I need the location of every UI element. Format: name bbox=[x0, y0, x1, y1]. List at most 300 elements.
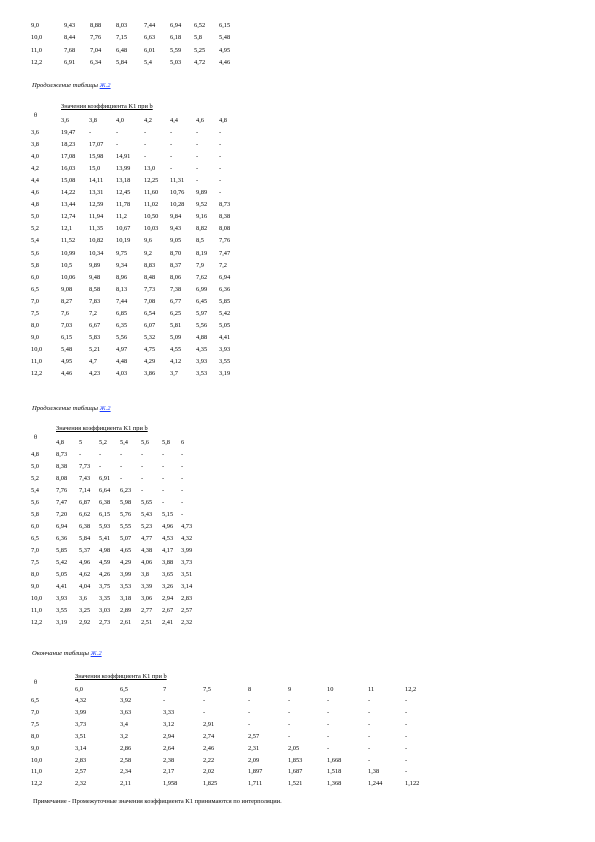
table-cell: 4,97 bbox=[116, 345, 128, 353]
table-cell: 10,34 bbox=[89, 249, 104, 257]
table-cell: 3,99 bbox=[120, 571, 132, 578]
table-cell: 6,48 bbox=[116, 46, 128, 54]
table-cell: 18,23 bbox=[61, 141, 76, 149]
table-cell: 13,0 bbox=[144, 165, 156, 173]
row-theta-value: 3,8 bbox=[31, 141, 39, 149]
table-cell: 5,37 bbox=[79, 547, 91, 554]
table-cell: 3,12 bbox=[163, 720, 175, 728]
table-cell: 3,39 bbox=[141, 583, 153, 590]
table-cell: - bbox=[162, 451, 165, 458]
table-header-text: Значения коэффициента K1 при b bbox=[61, 103, 153, 110]
table-cell: 2,32 bbox=[75, 780, 87, 788]
table-cell: 5,42 bbox=[219, 309, 231, 317]
row-theta-value: 7,0 bbox=[31, 297, 39, 305]
table-cell: 1,668 bbox=[327, 756, 342, 764]
table-cell: 4,26 bbox=[99, 571, 111, 578]
table-cell: - bbox=[196, 129, 199, 136]
table-cell: - bbox=[170, 141, 173, 149]
table-cell: 3,86 bbox=[144, 370, 156, 377]
table-cell: 7,2 bbox=[219, 261, 227, 269]
table-cell: 3,63 bbox=[120, 708, 132, 716]
table-cell: 5,84 bbox=[116, 58, 128, 66]
column-header-b: 3,8 bbox=[89, 117, 97, 124]
table-cell: 6,94 bbox=[219, 273, 231, 281]
table-cell: 2,41 bbox=[162, 619, 174, 626]
table-cell: 10,50 bbox=[144, 213, 159, 221]
column-header-b: 5,8 bbox=[162, 439, 170, 446]
table-cell: 6,54 bbox=[144, 309, 156, 317]
table-cell: - bbox=[163, 697, 166, 704]
table-cell: 1,711 bbox=[248, 780, 263, 788]
table-cell: - bbox=[405, 768, 408, 776]
table-cell: 5,84 bbox=[79, 535, 91, 542]
table-cell: - bbox=[120, 451, 123, 458]
table-cell: 4,46 bbox=[61, 370, 73, 377]
table-cell: 1,825 bbox=[203, 780, 218, 788]
row-theta-value: 10,0 bbox=[31, 345, 43, 353]
table-cell: 2,83 bbox=[75, 756, 87, 764]
row-theta-value: 7,0 bbox=[31, 708, 39, 716]
table-cell: 1,122 bbox=[405, 780, 420, 788]
table-cell: 7,38 bbox=[170, 285, 182, 293]
table-cell: 4,03 bbox=[116, 370, 128, 377]
table-cell: 4,75 bbox=[144, 345, 156, 353]
table-cell: 4,04 bbox=[79, 583, 91, 590]
table-cell: 10,28 bbox=[170, 201, 185, 209]
table-cell: 6,35 bbox=[116, 321, 128, 329]
column-header-b: 3,6 bbox=[61, 117, 69, 124]
row-theta-value: 8,0 bbox=[31, 732, 39, 740]
caption-text: Продолжение таблицы bbox=[32, 405, 100, 412]
table-cell: - bbox=[99, 451, 102, 458]
row-theta-value: 7,0 bbox=[31, 547, 39, 554]
table-cell: 13,99 bbox=[116, 165, 131, 173]
table-cell: - bbox=[248, 708, 251, 716]
table-cell: - bbox=[144, 129, 147, 136]
row-theta-value: 5,8 bbox=[31, 261, 39, 269]
column-header-b: 6 bbox=[181, 439, 185, 446]
table-cell: 2,38 bbox=[163, 756, 175, 764]
table-cell: 2,94 bbox=[163, 732, 175, 740]
table-cell: - bbox=[116, 129, 119, 136]
row-theta-value: 6,5 bbox=[31, 697, 39, 704]
table-cell: - bbox=[368, 756, 371, 764]
table-cell: 8,13 bbox=[116, 285, 128, 293]
table-cell: 4,53 bbox=[162, 535, 174, 542]
table-cell: 8,83 bbox=[144, 261, 156, 269]
table-cell: 4,06 bbox=[141, 559, 153, 566]
table-cell: 12,25 bbox=[144, 177, 159, 185]
table-cell: 9,05 bbox=[170, 237, 182, 245]
row-theta-value: 6,0 bbox=[31, 523, 39, 530]
table-cell: 7,04 bbox=[90, 46, 102, 54]
row-theta-value: 4,8 bbox=[31, 451, 39, 458]
row-theta-value: 5,4 bbox=[31, 237, 39, 245]
table-cell: 9,48 bbox=[89, 273, 101, 281]
table-cell: 9,89 bbox=[89, 261, 101, 269]
row-theta-value: 10,0 bbox=[31, 756, 43, 764]
table-cell: - bbox=[219, 165, 222, 173]
table-cell: - bbox=[368, 697, 371, 704]
table-cell: 8,82 bbox=[196, 225, 208, 233]
table-cell: 3,19 bbox=[219, 370, 231, 377]
row-theta-value: 9,0 bbox=[31, 744, 39, 752]
table-cell: 5,97 bbox=[196, 309, 208, 317]
row-theta-value: 6,0 bbox=[31, 273, 39, 281]
table-cell: 3,35 bbox=[99, 595, 111, 602]
table-cell: 9,84 bbox=[170, 213, 182, 221]
table-cell: 1,853 bbox=[288, 756, 303, 764]
table-cell: - bbox=[405, 708, 408, 716]
table-cell: 9,43 bbox=[170, 225, 182, 233]
table-cell: 6,15 bbox=[219, 22, 231, 29]
table-cell: - bbox=[405, 697, 408, 704]
table-cell: 2,09 bbox=[248, 756, 260, 764]
table-cell: - bbox=[196, 165, 199, 173]
table-cell: 3,8 bbox=[141, 571, 149, 578]
table-reference-link[interactable]: Ж.2 bbox=[90, 650, 102, 657]
table-cell: 3,6 bbox=[79, 595, 87, 602]
row-theta-value: 4,2 bbox=[31, 165, 39, 173]
table-cell: - bbox=[288, 732, 291, 740]
table-cell: 8,06 bbox=[170, 273, 182, 281]
table-cell: 6,94 bbox=[170, 22, 182, 29]
table-cell: 5,25 bbox=[194, 46, 206, 54]
table-cell: - bbox=[99, 463, 102, 470]
table-cell: - bbox=[120, 463, 123, 470]
table-cell: - bbox=[203, 708, 206, 716]
table-cell: - bbox=[141, 487, 144, 494]
table-cell: 7,15 bbox=[116, 34, 128, 42]
column-header-b: 4,8 bbox=[219, 117, 227, 124]
table-cell: - bbox=[181, 463, 184, 470]
row-theta-value: 5,8 bbox=[31, 511, 39, 518]
table-cell: 3,53 bbox=[196, 370, 208, 377]
table-cell: 3,73 bbox=[181, 559, 193, 566]
table-cell: - bbox=[219, 189, 222, 197]
table-cell: 6,99 bbox=[196, 285, 208, 293]
table-cell: 2,73 bbox=[99, 619, 111, 626]
table-cell: 6,91 bbox=[64, 58, 76, 66]
table-cell: - bbox=[405, 756, 408, 764]
column-header-b: 4,4 bbox=[170, 117, 178, 124]
table-cell: 10,67 bbox=[116, 225, 131, 233]
table-cell: 12,1 bbox=[61, 225, 73, 233]
table-cell: 15,98 bbox=[89, 153, 104, 161]
caption-continuation-2 bbox=[32, 405, 111, 412]
table-cell: 8,73 bbox=[219, 201, 231, 209]
table-cell: 7,73 bbox=[144, 285, 156, 293]
table-cell: 5,05 bbox=[219, 321, 231, 329]
table-cell: 4,17 bbox=[162, 547, 174, 554]
table-cell: 4,41 bbox=[219, 333, 231, 341]
row-theta-value: 5,2 bbox=[31, 475, 39, 482]
table-cell: 8,96 bbox=[116, 273, 128, 281]
row-theta-value: 11,0 bbox=[31, 768, 42, 776]
table-cell: 6,91 bbox=[99, 475, 111, 482]
row-theta-value: 6,5 bbox=[31, 285, 39, 293]
table-cell: 8,37 bbox=[170, 261, 182, 269]
column-header-b: 6,0 bbox=[75, 686, 83, 693]
table-cell: 1,518 bbox=[327, 768, 342, 776]
table-cell: 1,244 bbox=[368, 780, 383, 788]
table-cell: 7,62 bbox=[196, 273, 208, 281]
table-cell: 7,08 bbox=[144, 297, 156, 305]
table-cell: 2,02 bbox=[203, 768, 215, 776]
table-cell: 14,11 bbox=[89, 177, 104, 185]
table-cell: - bbox=[181, 475, 184, 482]
table-cell: 4,65 bbox=[120, 547, 132, 554]
table-cell: - bbox=[219, 177, 222, 185]
table-cell: 4,73 bbox=[181, 523, 193, 530]
table-cell: 5,23 bbox=[141, 523, 153, 530]
table-cell: 3,65 bbox=[162, 571, 174, 578]
table-cell: - bbox=[170, 153, 173, 161]
table-cell: 4,96 bbox=[162, 523, 174, 530]
table-cell: 10,82 bbox=[89, 237, 104, 245]
row-theta-value: 10,0 bbox=[31, 34, 43, 42]
table-cell: 1,368 bbox=[327, 780, 342, 788]
table-cell: 11,60 bbox=[144, 189, 159, 197]
table-cell: 6,36 bbox=[219, 285, 231, 293]
table-cell: 3,18 bbox=[120, 595, 132, 602]
column-header-b: 10 bbox=[327, 686, 334, 693]
table-cell: - bbox=[368, 708, 371, 716]
table-cell: 4,55 bbox=[170, 345, 182, 353]
table-cell: 14,22 bbox=[61, 189, 76, 197]
table-cell: 8,44 bbox=[64, 34, 76, 42]
table-cell: 6,07 bbox=[144, 321, 156, 329]
row-theta-value: 7,5 bbox=[31, 309, 39, 317]
table-cell: 1,897 bbox=[248, 768, 263, 776]
table-cell: 6,15 bbox=[99, 511, 111, 518]
table-cell: 5,43 bbox=[141, 511, 153, 518]
caption-text: Окончание таблицы bbox=[32, 650, 91, 657]
table-cell: 3,51 bbox=[75, 732, 87, 740]
table-cell: 6,25 bbox=[170, 309, 182, 317]
column-header-b: 9 bbox=[288, 686, 292, 693]
table-cell: - bbox=[162, 499, 165, 506]
table-cell: 11,31 bbox=[170, 177, 185, 185]
table-cell: 8,03 bbox=[116, 22, 128, 29]
table-cell: 4,88 bbox=[196, 333, 208, 341]
row-theta-value: 4,0 bbox=[31, 153, 39, 161]
table-cell: 5,41 bbox=[99, 535, 111, 542]
column-header-b: 7,5 bbox=[203, 686, 211, 693]
column-header-b: 4,6 bbox=[196, 117, 204, 124]
row-theta-value: 5,6 bbox=[31, 249, 39, 257]
table-cell: 4,95 bbox=[219, 46, 231, 54]
caption-text: Продолжение таблицы bbox=[32, 82, 100, 89]
table-cell: 6,64 bbox=[99, 487, 111, 494]
table-cell: 9,6 bbox=[144, 237, 152, 245]
table-cell: 4,77 bbox=[141, 535, 153, 542]
table-cell: 5,32 bbox=[144, 333, 156, 341]
table-cell: 12,74 bbox=[61, 213, 76, 221]
table-cell: 3,51 bbox=[181, 571, 193, 578]
table-cell: 3,88 bbox=[162, 559, 174, 566]
column-header-b: 4,2 bbox=[144, 117, 152, 124]
table-cell: 7,20 bbox=[56, 511, 68, 518]
row-theta-value: 11,0 bbox=[31, 607, 42, 614]
table-cell: 5,55 bbox=[120, 523, 132, 530]
row-theta-value: 5,2 bbox=[31, 225, 39, 233]
table-cell: 4,29 bbox=[144, 357, 156, 365]
row-theta-value: 12,2 bbox=[31, 58, 43, 66]
table-cell: 2,89 bbox=[120, 607, 132, 614]
table-cell: 1,687 bbox=[288, 768, 303, 776]
table-cell: 17,07 bbox=[89, 141, 104, 149]
table-cell: 8,70 bbox=[170, 249, 182, 257]
table-cell: 2,05 bbox=[288, 744, 300, 752]
table-cell: 7,76 bbox=[90, 34, 102, 42]
table-cell: 5,83 bbox=[89, 333, 101, 341]
theta-header: θ bbox=[34, 679, 38, 686]
table-cell: - bbox=[181, 487, 184, 494]
table-cell: 9,75 bbox=[116, 249, 128, 257]
row-theta-value: 4,6 bbox=[31, 189, 39, 197]
table-cell: - bbox=[327, 708, 330, 716]
table-cell: 15,08 bbox=[61, 177, 76, 185]
table-cell: - bbox=[327, 697, 330, 704]
table-cell: - bbox=[141, 463, 144, 470]
row-theta-value: 7,5 bbox=[31, 559, 39, 566]
row-theta-value: 5,4 bbox=[31, 487, 39, 494]
row-theta-value: 3,6 bbox=[31, 129, 39, 136]
table-cell: 5,8 bbox=[194, 34, 202, 42]
table-reference-link[interactable]: Ж.2 bbox=[99, 405, 111, 412]
table-cell: - bbox=[141, 451, 144, 458]
table-cell: 4,7 bbox=[89, 357, 97, 365]
table-cell: 3,26 bbox=[162, 583, 174, 590]
table-cell: 11,94 bbox=[89, 213, 104, 221]
table-cell: 8,38 bbox=[56, 463, 68, 470]
row-theta-value: 12,2 bbox=[31, 619, 43, 626]
table-cell: 2,67 bbox=[162, 607, 174, 614]
table-cell: - bbox=[170, 129, 173, 136]
table-cell: 2,77 bbox=[141, 607, 153, 614]
table-cell: 8,27 bbox=[61, 297, 73, 305]
table-cell: 5,81 bbox=[170, 321, 182, 329]
table-cell: 2,32 bbox=[181, 619, 193, 626]
theta-header: θ bbox=[34, 112, 38, 119]
table-cell: 4,23 bbox=[89, 370, 101, 377]
table-cell: 5,85 bbox=[56, 547, 68, 554]
table-cell: 5,15 bbox=[162, 511, 174, 518]
table-cell: 3,33 bbox=[163, 708, 175, 716]
table-cell: 1,38 bbox=[368, 768, 380, 776]
row-theta-value: 6,5 bbox=[31, 535, 39, 542]
table-cell: 2,31 bbox=[248, 744, 260, 752]
table-cell: 3,99 bbox=[181, 547, 193, 554]
table-cell: 3,73 bbox=[75, 720, 87, 728]
table-cell: 11,02 bbox=[144, 201, 159, 209]
table-cell: 5,93 bbox=[99, 523, 111, 530]
table-cell: - bbox=[219, 129, 222, 136]
table-cell: - bbox=[196, 153, 199, 161]
table-cell: - bbox=[144, 141, 147, 149]
table-cell: 3,2 bbox=[120, 732, 128, 740]
table-cell: 13,44 bbox=[61, 201, 76, 209]
table-header-text: Значения коэффициента K1 при b bbox=[75, 673, 167, 680]
table-cell: 8,58 bbox=[89, 285, 101, 293]
table-cell: 3,03 bbox=[99, 607, 111, 614]
table-cell: - bbox=[327, 732, 330, 740]
table-cell: 6,52 bbox=[194, 22, 206, 29]
table-cell: 9,89 bbox=[196, 189, 208, 197]
table-cell: 9,34 bbox=[116, 261, 128, 269]
table-cell: - bbox=[116, 141, 119, 149]
table-cell: 10,5 bbox=[61, 261, 73, 269]
row-theta-value: 5,0 bbox=[31, 463, 39, 470]
table-cell: 1,958 bbox=[163, 780, 178, 788]
table-cell: 4,12 bbox=[170, 357, 182, 365]
table-cell: 13,31 bbox=[89, 189, 104, 197]
table-cell: 8,19 bbox=[196, 249, 208, 257]
table-cell: - bbox=[89, 129, 92, 136]
table-cell: 6,62 bbox=[79, 511, 91, 518]
table-cell: 7,03 bbox=[61, 321, 73, 329]
table-cell: 4,29 bbox=[120, 559, 132, 566]
table-cell: 5,59 bbox=[170, 46, 182, 54]
table-cell: - bbox=[219, 153, 222, 161]
column-header-b: 5,4 bbox=[120, 439, 128, 446]
table-cell: - bbox=[219, 141, 222, 149]
table-cell: 16,03 bbox=[61, 165, 76, 173]
table-cell: 13,18 bbox=[116, 177, 131, 185]
row-theta-value: 9,0 bbox=[31, 22, 39, 29]
table-cell: 3,25 bbox=[79, 607, 91, 614]
table-cell: 5,4 bbox=[144, 58, 152, 66]
row-theta-value: 10,0 bbox=[31, 595, 43, 602]
table-cell: 5,03 bbox=[170, 58, 182, 66]
table-cell: - bbox=[162, 487, 165, 494]
table-cell: 5,56 bbox=[196, 321, 208, 329]
table-cell: 6,23 bbox=[120, 487, 132, 494]
row-theta-value: 11,0 bbox=[31, 46, 42, 54]
table-cell: - bbox=[288, 697, 291, 704]
table-cell: 3,7 bbox=[170, 370, 178, 377]
table-cell: 5,98 bbox=[120, 499, 132, 506]
table-cell: 3,55 bbox=[219, 357, 231, 365]
table-cell: - bbox=[203, 697, 206, 704]
row-theta-value: 12,2 bbox=[31, 780, 43, 788]
row-theta-value: 4,4 bbox=[31, 177, 39, 185]
table-cell: 5,85 bbox=[219, 297, 231, 305]
column-header-b: 5 bbox=[79, 439, 83, 446]
table-cell: 7,83 bbox=[89, 297, 101, 305]
table-cell: - bbox=[79, 451, 82, 458]
table-cell: - bbox=[196, 177, 199, 185]
table-cell: - bbox=[162, 475, 165, 482]
table-cell: 6,77 bbox=[170, 297, 182, 305]
table-note: Примечание - Промежуточные значения коэффициента K1 принимаются по интерполяции. bbox=[33, 798, 282, 805]
table-cell: 7,44 bbox=[116, 297, 128, 305]
table-cell: 2,58 bbox=[120, 756, 132, 764]
table-cell: 17,08 bbox=[61, 153, 76, 161]
table-cell: 4,48 bbox=[116, 357, 128, 365]
table-cell: - bbox=[405, 732, 408, 740]
table-cell: 3,06 bbox=[141, 595, 153, 602]
table-cell: 9,2 bbox=[144, 249, 152, 257]
table-cell: 2,61 bbox=[120, 619, 132, 626]
table-cell: 11,78 bbox=[116, 201, 131, 209]
table-cell: 6,94 bbox=[56, 523, 68, 530]
column-header-b: 11 bbox=[368, 686, 375, 693]
table-reference-link[interactable]: Ж.2 bbox=[99, 82, 111, 89]
table-cell: 4,38 bbox=[141, 547, 153, 554]
table-cell: 5,48 bbox=[219, 34, 231, 42]
